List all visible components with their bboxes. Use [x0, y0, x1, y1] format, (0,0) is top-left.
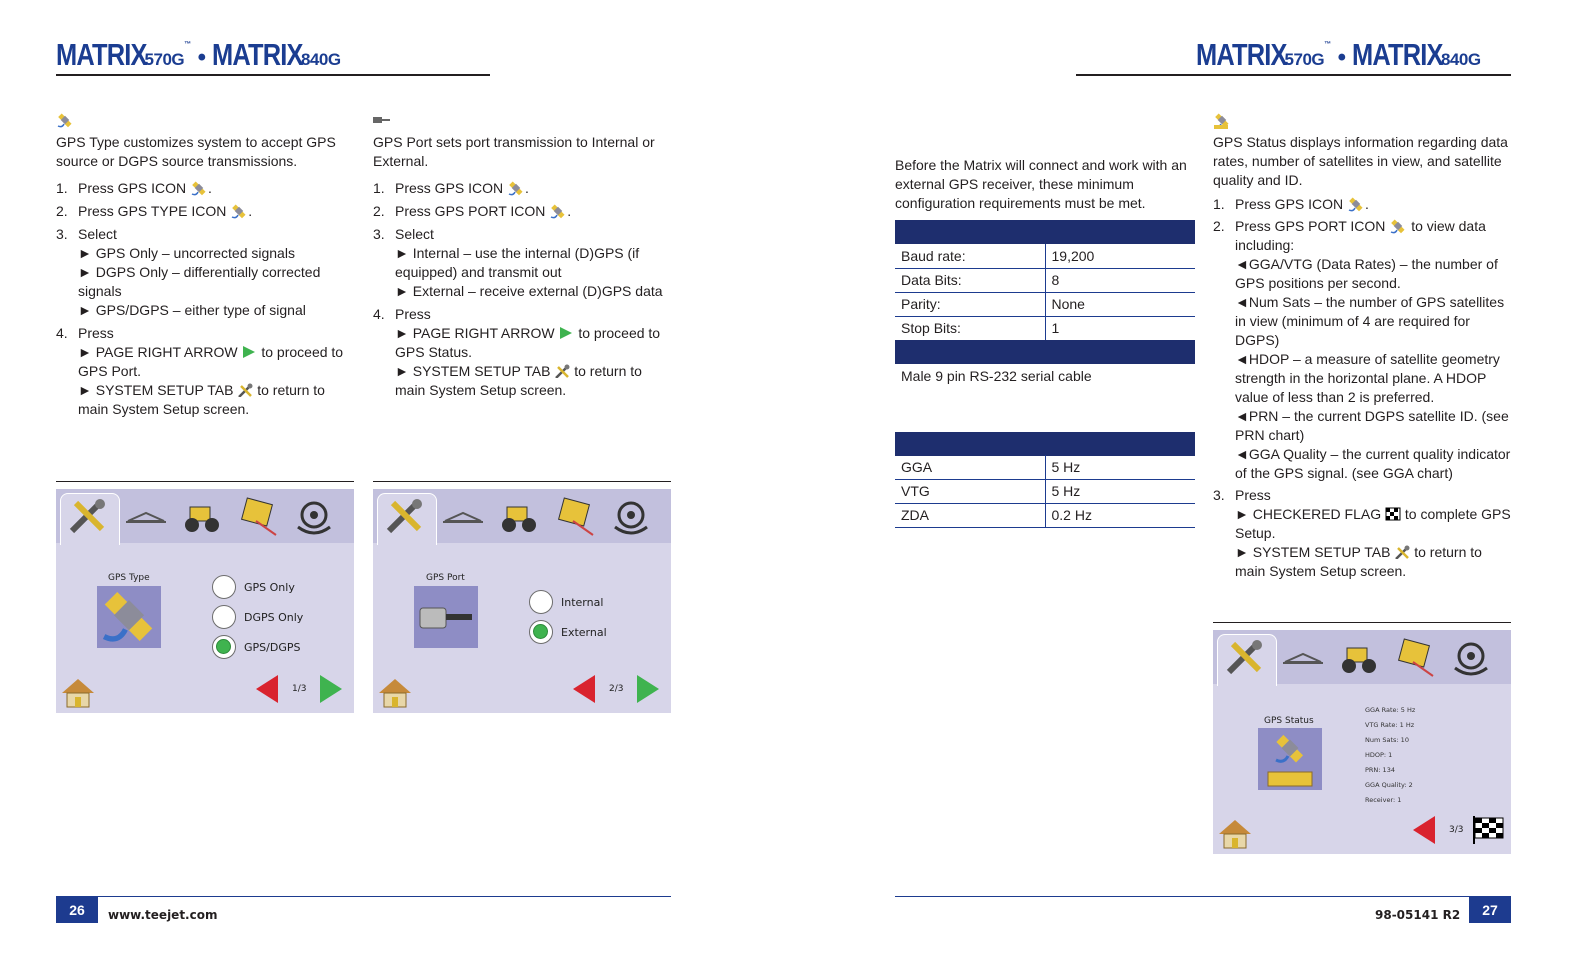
status-line: GGA Rate: 5 Hz [1365, 706, 1416, 714]
page-number-right: 27 [1469, 897, 1511, 923]
table-row [895, 455, 1195, 479]
status-item-text: ◄HDOP – a measure of satellite geometry strength in the horizontal plane. A HDOP value of less than 2 is preferred. [1235, 351, 1500, 405]
step-text: Press [395, 306, 431, 322]
tab-implement-icon[interactable] [236, 497, 280, 537]
select-option-text: ► Internal – use the internal (D)GPS (if equipped) and transmit out [395, 245, 640, 280]
step-tail: . [248, 203, 253, 219]
gps-status-screen [1213, 630, 1511, 854]
status-line: Receiver: 1 [1365, 796, 1402, 804]
tab-implement-icon[interactable] [553, 497, 597, 537]
table-cell: 5 Hz [1045, 479, 1195, 503]
gps-port-image [414, 586, 478, 648]
gps-type-intro: GPS Type customizes system to accept GPS source or DGPS source transmissions. [56, 134, 336, 169]
status-line: Num Sats: 10 [1365, 736, 1409, 744]
step-text: Press [1235, 487, 1271, 503]
tab-vehicle-icon[interactable] [497, 497, 541, 537]
gps-satellite-image [97, 586, 161, 648]
step-number: 2. [56, 203, 68, 219]
brand-matrix-text: MATRIX [1196, 37, 1287, 72]
step-number: 1. [1213, 196, 1225, 212]
gps-type-icon [230, 203, 248, 219]
list-item [373, 225, 673, 301]
table-cell: 19,200 [1045, 244, 1195, 268]
option-label: Internal [561, 596, 604, 609]
table-cell: 8 [1045, 268, 1195, 292]
serial-connector-icon [414, 586, 478, 648]
gps-type-icon [56, 112, 74, 129]
step-tail: . [208, 180, 212, 196]
step-text: Press GPS PORT ICON [395, 203, 546, 219]
cable-table-header [895, 340, 1195, 364]
page-indicator: 3/3 [1449, 825, 1464, 835]
page-right-arrow-icon [558, 326, 574, 340]
rate-config-table [895, 455, 1195, 528]
step-text: Press GPS ICON [1235, 196, 1344, 212]
table-cell: Stop Bits: [895, 316, 1045, 340]
table-cell: ZDA [895, 503, 1045, 527]
step-number: 2. [373, 203, 385, 219]
table-cell: 0.2 Hz [1045, 503, 1195, 527]
page-indicator: 2/3 [609, 684, 624, 694]
satellite-icon [97, 586, 161, 648]
footer-rule-left [56, 896, 671, 897]
option-label: DGPS Only [244, 611, 304, 624]
list-item [56, 324, 356, 419]
status-line: GGA Quality: 2 [1365, 781, 1413, 789]
step-number: 4. [56, 325, 68, 341]
tab-vehicle-icon[interactable] [180, 497, 224, 537]
gps-port-screen [373, 489, 671, 713]
status-line: HDOP: 1 [1365, 751, 1393, 759]
radio-internal[interactable] [529, 590, 553, 614]
list-item [56, 225, 356, 320]
gps-status-intro: GPS Status displays information regarding data rates, number of satellites in view, and satellite quality and ID. [1213, 134, 1508, 188]
status-line: PRN: 134 [1365, 766, 1395, 774]
select-option-text: ► GPS Only – uncorrected signals [78, 245, 295, 261]
radio-external[interactable] [529, 620, 553, 644]
tab-steering-icon[interactable] [292, 497, 336, 537]
brand-matrix-text: MATRIX [56, 37, 147, 72]
status-line: VTG Rate: 1 Hz [1365, 721, 1415, 729]
screen-rule [373, 481, 671, 482]
step-text: Press GPS ICON [78, 180, 187, 196]
footer-rule-right [895, 896, 1511, 897]
document-number: 98-05141 R2 [1375, 908, 1461, 922]
gps-icon [190, 180, 208, 196]
press-item-text: to complete GPS Setup. [1235, 506, 1511, 541]
screen-title: GPS Status [1264, 716, 1314, 726]
step-text: Press GPS PORT ICON [1235, 218, 1386, 234]
step-number: 3. [373, 226, 385, 242]
step-text: to view data including: [1235, 218, 1486, 253]
page-left-arrow-icon[interactable] [1411, 814, 1437, 846]
status-item-text: ◄GGA Quality – the current quality indicator of the GPS signal. (see GGA chart) [1235, 446, 1511, 481]
table-cell: 1 [1045, 316, 1195, 340]
step-number: 3. [1213, 487, 1225, 503]
list-item [1213, 217, 1513, 483]
table-row [895, 268, 1195, 292]
table-cell: Data Bits: [895, 268, 1045, 292]
brand-matrix-text: MATRIX [212, 37, 304, 72]
trademark-mark: ™ [1324, 41, 1332, 48]
select-option-text: ► DGPS Only – differentially corrected signals [78, 264, 321, 299]
press-item-text: ► SYSTEM SETUP TAB [395, 363, 551, 379]
gps-port-icon [1389, 218, 1407, 234]
screen-title: GPS Type [108, 573, 150, 583]
trademark-mark: ™ [184, 41, 192, 48]
tab-implement-icon[interactable] [1393, 638, 1437, 678]
screen-rule [56, 481, 354, 482]
radio-gps-dgps[interactable] [212, 635, 236, 659]
status-item-text: ◄Num Sats – the number of GPS satellites in view (minimum of 4 are required for DGPS) [1235, 294, 1505, 348]
step-number: 1. [373, 180, 385, 196]
tools-icon [1223, 638, 1267, 678]
gps-icon [1347, 196, 1365, 212]
brand-matrix-text: MATRIX [1352, 37, 1444, 72]
brand-separator: • [1337, 44, 1346, 71]
screen-rule [1213, 622, 1511, 623]
system-setup-tab-icon [237, 383, 253, 397]
press-item-text: to return to main System Setup screen. [1235, 544, 1482, 579]
brand-separator: • [197, 44, 206, 71]
tools-icon [66, 497, 110, 537]
tab-boom-icon[interactable] [441, 497, 485, 537]
brand-model-text: 570G [1284, 50, 1325, 69]
step-text: Press GPS ICON [395, 180, 504, 196]
tab-steering-icon[interactable] [609, 497, 653, 537]
press-item-text: to proceed to GPS Port. [78, 344, 344, 379]
gps-type-screen [56, 489, 354, 713]
list-item [373, 179, 673, 198]
page-indicator: 1/3 [292, 684, 307, 694]
serial-table-header [895, 220, 1195, 244]
press-item-text: ► PAGE RIGHT ARROW [395, 325, 555, 341]
table-cell: Baud rate: [895, 244, 1045, 268]
table-row [895, 316, 1195, 340]
gps-port-intro: GPS Port sets port transmission to Internal or External. [373, 134, 655, 169]
gps-port-icon [549, 203, 567, 219]
gps-port-icon [373, 114, 391, 126]
tab-steering-icon[interactable] [1449, 638, 1493, 678]
table-cell: None [1045, 292, 1195, 316]
gps-icon [507, 180, 525, 196]
checkered-flag-icon[interactable] [1471, 814, 1505, 846]
step-text: Press [78, 325, 114, 341]
list-item [1213, 486, 1513, 581]
brand-model-text: 570G [144, 50, 185, 69]
press-item-text: to return to main System Setup screen. [78, 382, 325, 417]
system-setup-tab-icon [554, 364, 570, 378]
screen-title: GPS Port [426, 573, 465, 583]
page-left-arrow-icon[interactable] [254, 673, 280, 705]
select-option-text: ► GPS/DGPS – either type of signal [78, 302, 306, 318]
page-right-arrow-icon[interactable] [318, 673, 344, 705]
home-icon[interactable] [60, 675, 96, 709]
gps-status-image [1258, 728, 1322, 790]
press-item-text: ► SYSTEM SETUP TAB [78, 382, 234, 398]
gps-type-section [56, 133, 356, 419]
press-item-text: to proceed to GPS Status. [395, 325, 661, 360]
cable-text: Male 9 pin RS-232 serial cable [901, 368, 1092, 384]
list-item [373, 305, 673, 400]
brand-model-text: 840G [1440, 50, 1481, 69]
list-item [1213, 195, 1513, 214]
table-row [895, 479, 1195, 503]
page-number-left: 26 [56, 897, 98, 923]
system-setup-tab-icon [1394, 545, 1410, 559]
tab-vehicle-icon[interactable] [1337, 638, 1381, 678]
table-cell: Parity: [895, 292, 1045, 316]
gps-status-icon [1213, 112, 1229, 130]
header-rule-left [56, 74, 490, 76]
status-readout [1365, 703, 1415, 808]
step-tail: . [525, 180, 529, 196]
gps-port-section [373, 133, 673, 400]
press-item-text: ► CHECKERED FLAG [1235, 506, 1382, 522]
step-text: Press GPS TYPE ICON [78, 203, 227, 219]
step-number: 1. [56, 180, 68, 196]
press-item-text: to return to main System Setup screen. [395, 363, 642, 398]
option-label: External [561, 626, 607, 639]
checkered-flag-icon [1385, 507, 1401, 521]
table-cell: VTG [895, 479, 1045, 503]
status-item-text: ◄PRN – the current DGPS satellite ID. (see PRN chart) [1235, 408, 1509, 443]
option-label: GPS Only [244, 581, 295, 594]
config-intro: Before the Matrix will connect and work with an external GPS receiver, these minimum configuration requirements must be met. [895, 157, 1187, 211]
list-item [56, 179, 356, 198]
tab-boom-icon[interactable] [1281, 638, 1325, 678]
brand-logo-right [1196, 38, 1481, 72]
home-icon[interactable] [1217, 816, 1253, 850]
table-row [895, 503, 1195, 527]
step-tail: . [1365, 196, 1369, 212]
step-tail: . [567, 203, 572, 219]
radio-gps-only[interactable] [212, 575, 236, 599]
option-label: GPS/DGPS [244, 641, 301, 654]
rate-table-header [895, 432, 1195, 456]
satellite-status-icon [1258, 728, 1322, 790]
select-option-text: ► External – receive external (D)GPS data [395, 283, 663, 299]
press-item-text: ► SYSTEM SETUP TAB [1235, 544, 1391, 560]
radio-dgps-only[interactable] [212, 605, 236, 629]
list-item [56, 202, 356, 221]
table-cell: GGA [895, 455, 1045, 479]
table-row [895, 292, 1195, 316]
gps-status-section [1213, 133, 1513, 581]
step-text: Select [395, 226, 434, 242]
brand-logo-left [56, 38, 341, 72]
header-rule-right [1076, 74, 1511, 76]
table-cell: 5 Hz [1045, 455, 1195, 479]
step-number: 2. [1213, 218, 1225, 234]
status-item-text: ◄GGA/VTG (Data Rates) – the number of GPS positions per second. [1235, 256, 1498, 291]
serial-config-table [895, 244, 1195, 341]
step-number: 4. [373, 306, 385, 322]
page-left-arrow-icon[interactable] [571, 673, 597, 705]
table-row [895, 244, 1195, 268]
press-item-text: ► PAGE RIGHT ARROW [78, 344, 238, 360]
step-text: Select [78, 226, 117, 242]
step-number: 3. [56, 226, 68, 242]
brand-model-text: 840G [300, 50, 341, 69]
home-icon[interactable] [377, 675, 413, 709]
list-item [373, 202, 673, 221]
page-right-arrow-icon[interactable] [635, 673, 661, 705]
page-right-arrow-icon [241, 345, 257, 359]
tab-boom-icon[interactable] [124, 497, 168, 537]
tools-icon [383, 497, 427, 537]
footer-url: www.teejet.com [108, 908, 218, 922]
